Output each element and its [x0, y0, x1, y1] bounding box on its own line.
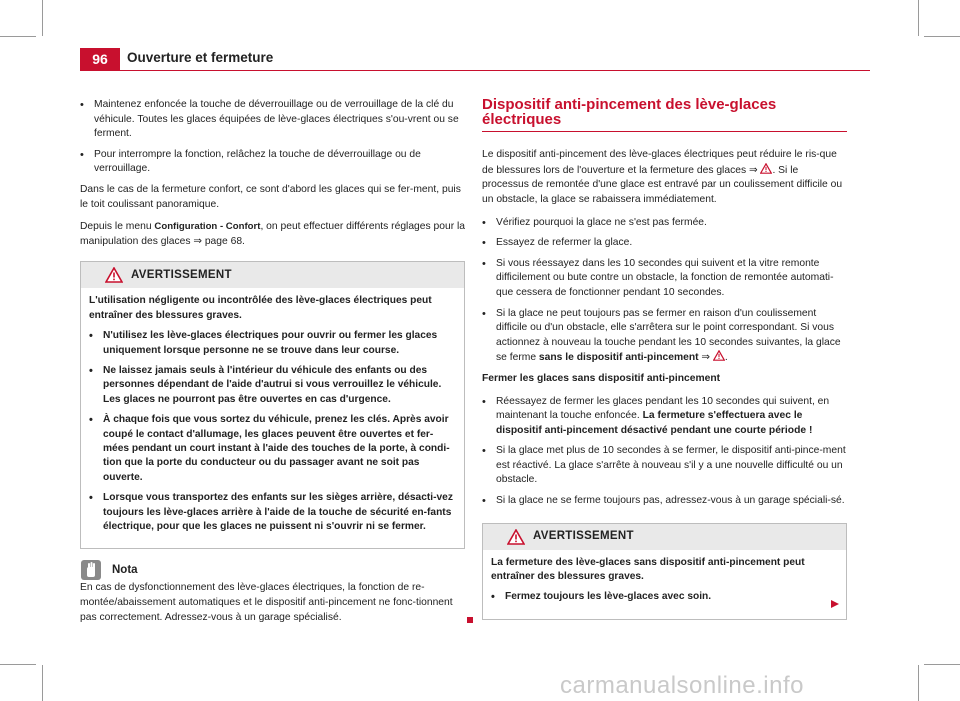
warning-header	[483, 524, 846, 550]
header-rule	[80, 70, 870, 71]
list-item: • Si la glace ne se ferme toujours pas, adressez-vous à un garage spéciali-sé.	[482, 494, 847, 509]
warning-item: • Lorsque vous transportez des enfants sur les sièges arrière, désacti-vez toujours les lève-glaces arrière à l'aide de la touche de sécurité en-fants électrique, pour que les glaces ne puissent ni s'ouvrir ni se fermer.	[89, 491, 456, 534]
warning-ref-icon	[713, 350, 725, 361]
warning-body	[483, 550, 846, 619]
text-span: Le dispositif anti-pincement des lève-glaces électriques peut réduire le ris-que de blessures lors de l'ouverture et la fermeture des glaces ⇒	[482, 149, 837, 176]
text-span: Réessayez de fermer les glaces pendant les 10 secondes qui suivent, en maintenant la touche enfoncée.	[496, 395, 830, 422]
paragraph: Dans le cas de la fermeture confort, ce sont d'abord les glaces qui se fer-ment, puis le toit coulissant panoramique.	[80, 183, 461, 210]
crop-mark	[918, 665, 919, 701]
warning-triangle-icon	[507, 529, 525, 545]
crop-mark	[42, 0, 43, 36]
warning-header	[81, 262, 464, 288]
paragraph	[482, 148, 847, 207]
warning-ref-icon	[760, 163, 772, 174]
list-item: • Si vous réessayez dans les 10 secondes qui suivent et la vitre remonte difficilement ou bute contre un obstacle, la fonction de remontée automati-que cessera de fonctionner pendant 10 secondes.	[482, 257, 847, 301]
text-span: La fermeture s'effectuera avec le dispositif anti-pincement désactivé pendant une courte période !	[496, 410, 813, 436]
crop-mark	[924, 36, 960, 37]
list-item: • Vérifiez pourquoi la glace ne s'est pas fermée.	[482, 216, 847, 231]
warning-title: AVERTISSEMENT	[533, 530, 634, 543]
page-number: 96	[80, 48, 120, 70]
continue-arrow-icon	[830, 599, 840, 609]
list-item: • Si la glace ne peut toujours pas se fermer en raison d'un coulissement difficile ou d'un obstacle, elle s'arrêtera sur le point correspondant. Si vous actionnez à nouveau la touche pendant les 10 secondes suivantes, la glace se ferme sans le dispositif anti-pincement ⇒ .	[482, 307, 847, 366]
text-span: ⇒	[698, 352, 713, 364]
warning-title: AVERTISSEMENT	[131, 269, 232, 282]
list-item: • Maintenez enfoncée la touche de déverrouillage ou de verrouillage de la clé du véhicule. Toutes les glaces équipées de lève-glaces électriques s'ou-vrent ou se ferment.	[80, 98, 465, 142]
text-span: , on peut effectuer différents réglages pour la manipulation des glaces ⇒ page 68.	[80, 221, 466, 247]
list-item: • Pour interrompre la fonction, relâchez la touche de déverrouillage ou de verrouillage.	[80, 148, 465, 177]
warning-triangle-icon	[105, 267, 123, 283]
crop-mark	[0, 36, 36, 37]
crop-mark	[924, 664, 960, 665]
text-span: Si la glace ne peut toujours pas se fermer en raison d'un coulissement difficile ou d'un obstacle, elle s'arrêtera sur le point correspondant. Si vous actionnez à nouveau la touche pendant les 10 secondes suivantes, la glace se ferme	[496, 307, 841, 364]
warning-intro: La fermeture des lève-glaces sans dispositif anti-pincement peut entraîner des blessures graves.	[491, 556, 805, 583]
list-item	[482, 395, 847, 439]
right-column	[482, 98, 847, 630]
info-hand-icon	[80, 559, 102, 581]
subheading: Fermer les glaces sans dispositif anti-pincement	[482, 372, 721, 384]
warning-item: • N'utilisez les lève-glaces électriques pour ouvrir ou fermer les glaces uniquement lorsque personne ne se trouve dans leur course.	[89, 329, 456, 358]
text-span: sans le dispositif anti-pincement	[538, 352, 699, 364]
heading-rule	[482, 131, 847, 132]
menu-path: Configuration - Confort	[154, 221, 261, 233]
list-item: • Si la glace met plus de 10 secondes à se fermer, le dispositif anti-pince-ment est réactivé. La glace s'arrête à nouveau s'il y a une nouvelle difficulté ou un obstacle.	[482, 444, 847, 488]
warning-box	[80, 261, 465, 549]
left-column	[80, 98, 465, 633]
note-text: En cas de dysfonctionnement des lève-glaces électriques, la fonction de re-montée/abaissement automatiques et le dispositif anti-pincement ne fonc-tionnent pas correctement. Adressez-vous à un garage spécialisé.	[80, 582, 453, 623]
crop-mark	[42, 665, 43, 701]
warning-body	[81, 288, 464, 548]
crop-mark	[918, 0, 919, 36]
text-span: Depuis le menu	[80, 221, 155, 233]
section-end-marker	[467, 617, 473, 623]
crop-mark	[0, 664, 36, 665]
text-span: . Si le processus de remontée d'une glace est entravé par un coulissement difficile ou un obstacle, la glace se rabaissera immédiatement.	[482, 164, 843, 205]
warning-item: • Ne laissez jamais seuls à l'intérieur du véhicule des enfants ou des personnes dépendant de l'aide d'autrui si vous verrouillez le véhicule. Les glaces ne pourront pas être ouvertes en cas d'urgence.	[89, 364, 456, 407]
watermark: carmanualsonline.info	[560, 672, 804, 699]
paragraph	[80, 220, 465, 249]
warning-item: • À chaque fois que vous sortez du véhicule, prenez les clés. Après avoir coupé le contact d'allumage, les glaces peuvent être ouvertes et fer-mées pendant un court instant à l'aide des touches de la porte, à condi-tion que la porte du conducteur ou du passager avant ne soit pas ouverte.	[89, 413, 456, 485]
note-title: Nota	[112, 564, 138, 577]
list-item: • Essayez de refermer la glace.	[482, 236, 847, 251]
note-header	[80, 559, 465, 581]
warning-intro: L'utilisation négligente ou incontrôlée des lève-glaces électriques peut entraîner des blessures graves.	[89, 295, 432, 321]
section-heading: Dispositif anti-pincement des lève-glaces électriques	[482, 96, 777, 128]
section-title: Ouverture et fermeture	[127, 50, 274, 65]
warning-item: • Fermez toujours les lève-glaces avec soin.	[491, 590, 838, 604]
warning-box	[482, 523, 847, 620]
